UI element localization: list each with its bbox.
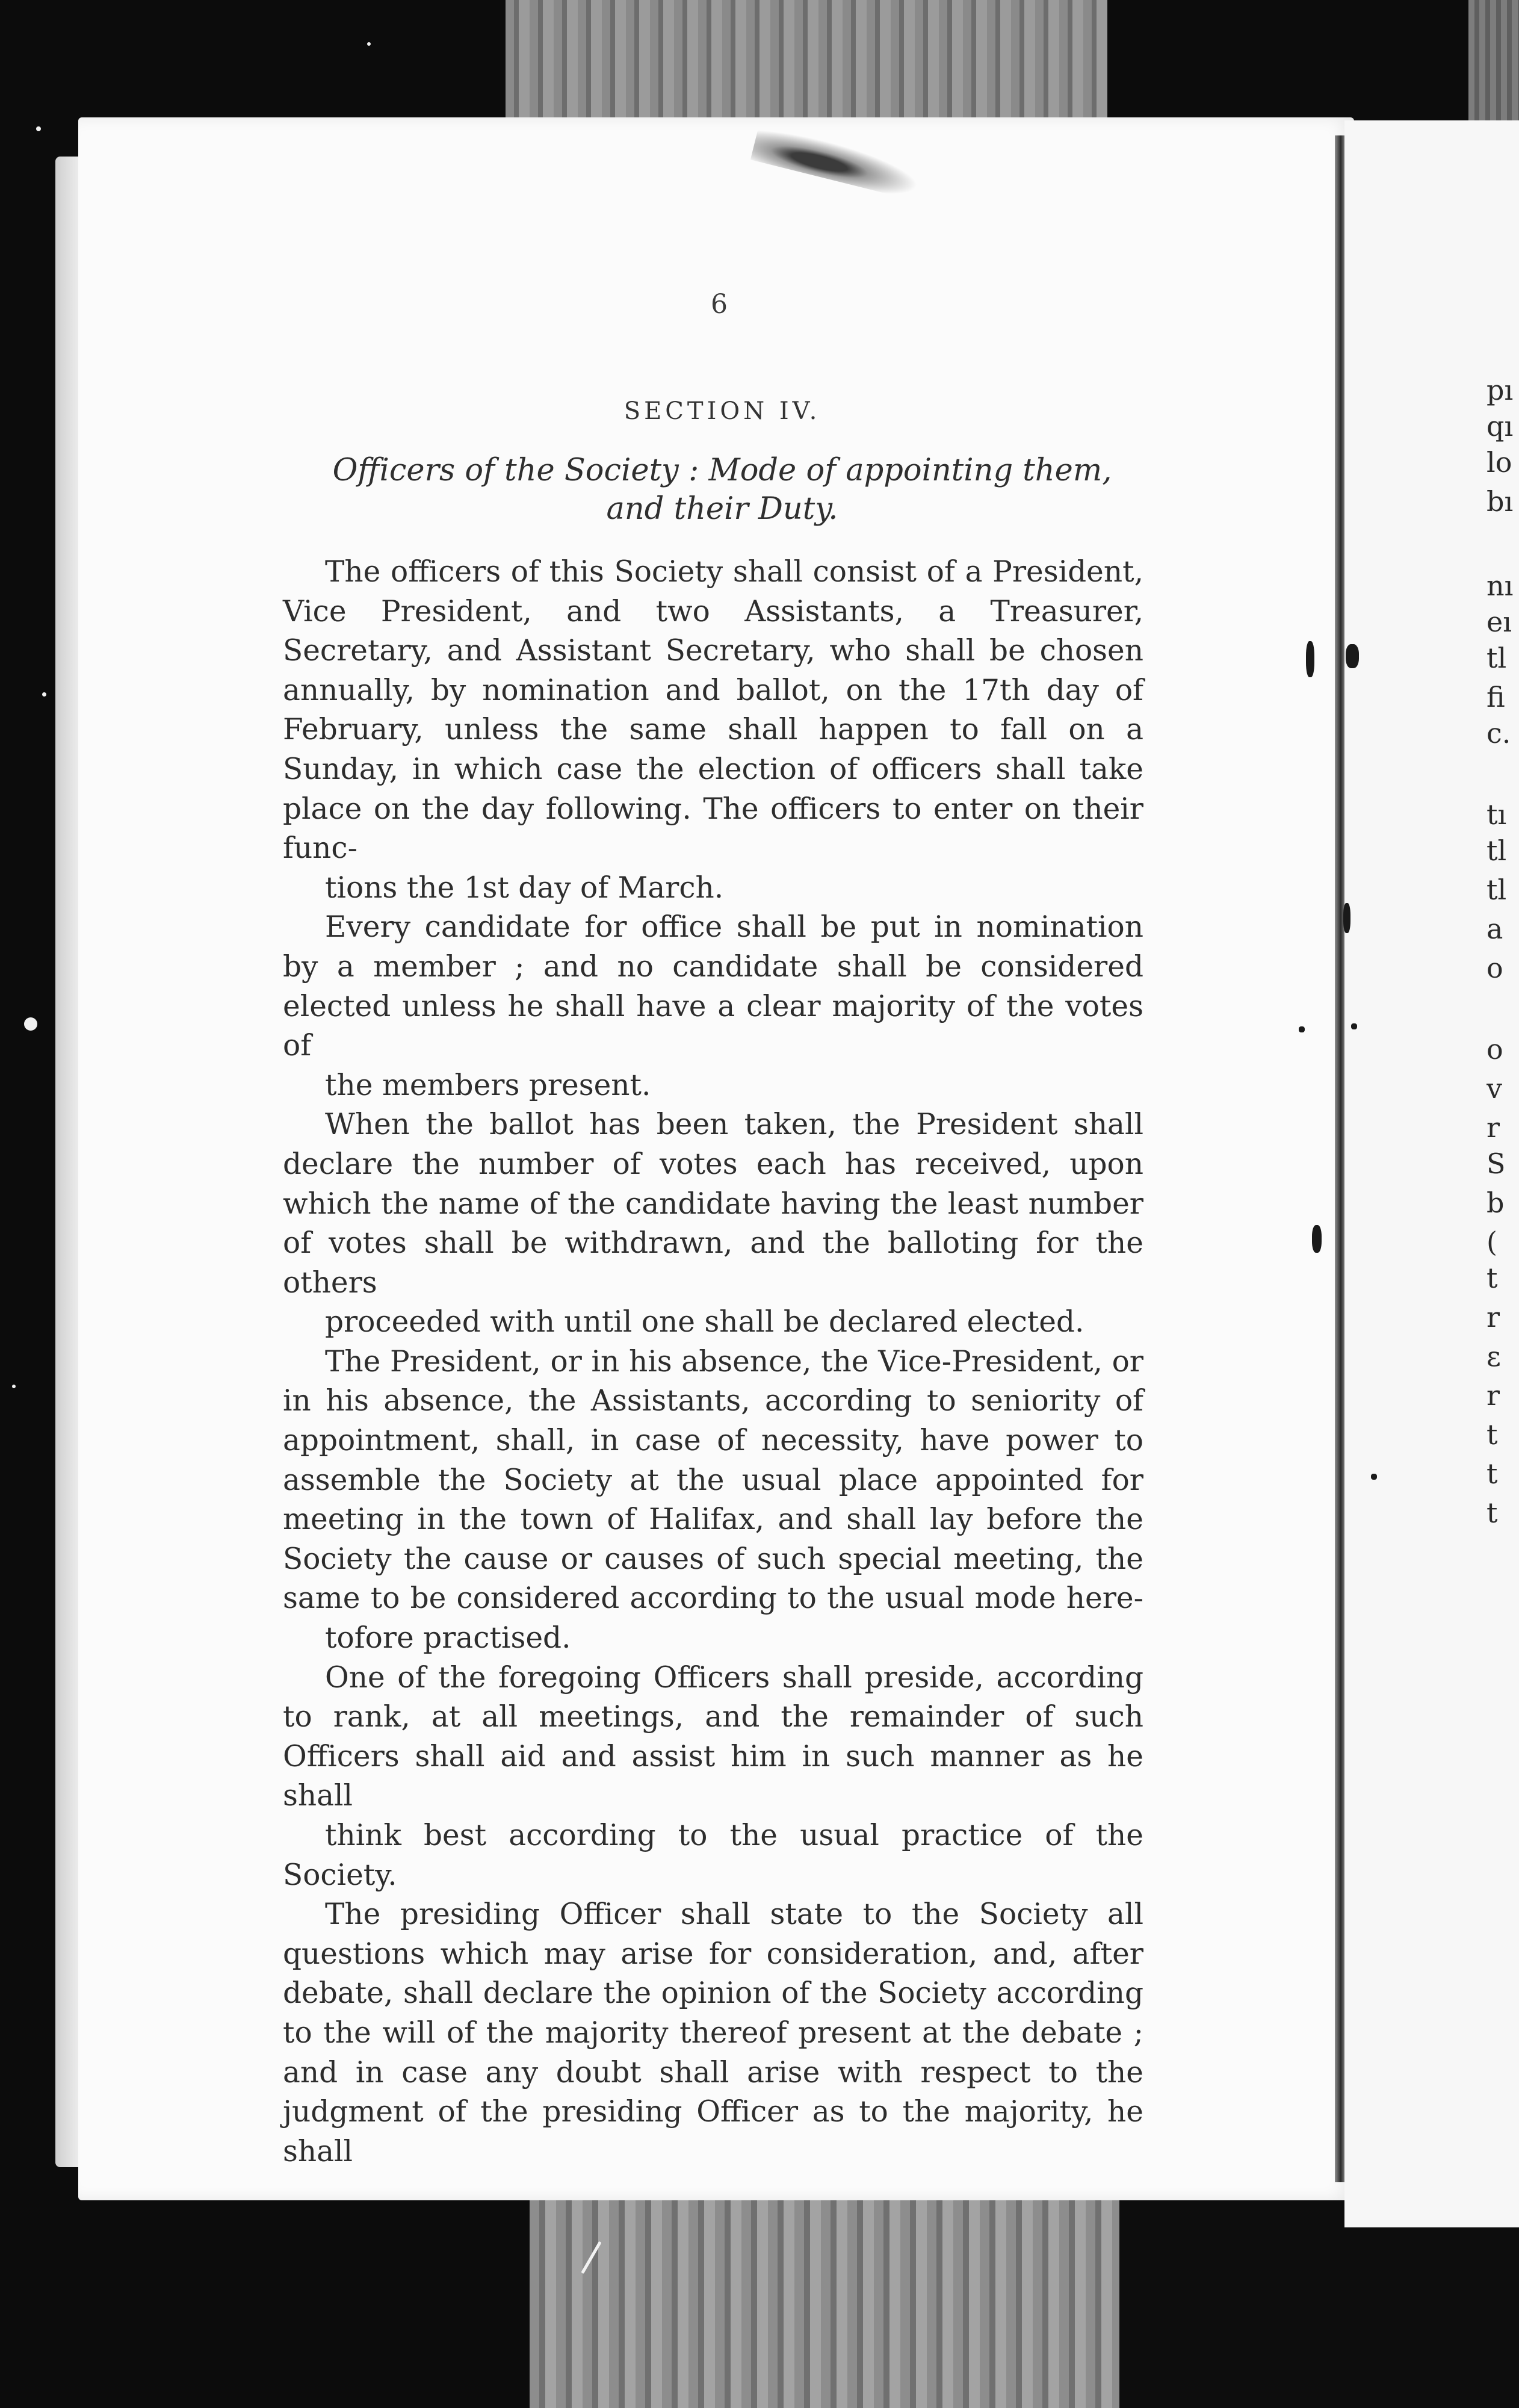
page-gutter xyxy=(1335,135,1344,2182)
right-page-fragment: lo xyxy=(1487,446,1512,479)
section-title-line-2: and their Duty. xyxy=(606,491,838,527)
paragraph-last-line: tofore practised. xyxy=(325,1621,571,1656)
right-page-fragment: bı xyxy=(1487,485,1514,518)
paragraph xyxy=(283,1659,1143,1896)
right-page-fragment: tl xyxy=(1487,874,1507,906)
right-page-fragment: tı xyxy=(1487,798,1507,831)
paragraph-last-line: tions the 1st day of March. xyxy=(325,870,724,905)
background-speck xyxy=(12,1385,16,1388)
paragraph-body: When the ballot has been taken, the President shall declare the number of votes each has received, upon which the name of the candidate having the least number of votes shall be withdrawn, and the balloting for the others xyxy=(283,1108,1143,1300)
right-page-fragment: c. xyxy=(1487,717,1511,749)
right-page-fragment: t xyxy=(1487,1418,1498,1451)
stitch-mark xyxy=(1306,641,1314,677)
background-speck xyxy=(24,1017,37,1031)
right-page-fragment: o xyxy=(1487,952,1503,984)
stitch-mark xyxy=(1371,1474,1377,1480)
background-speck xyxy=(367,42,371,46)
paragraph-body: Every candidate for office shall be put in nomination by a member ; and no candidate shall be considered elected unless he shall have a clear majority of the votes of xyxy=(283,910,1143,1063)
paragraph-body: The presiding Officer shall state to the Society all questions which may arise for consideration, and, after debate, shall declare the opinion of the Society according to the will of the majority thereof present at the debate ; and in case any doubt shall arise with respect to the judgment of the presiding Officer as to the majority, he shall xyxy=(283,1898,1143,2168)
right-page-fragment: nı xyxy=(1487,569,1514,602)
right-page-fragment: pı xyxy=(1487,374,1514,406)
paragraph-body: The officers of this Society shall consist of a President, Vice President, and two Assistants, a Treasurer, Secretary, and Assistant Secretary, who shall be chosen annually, by nomination and ballot, on the 17th day of February, unless the same shall happen to fall on a Sunday, in which case the election of officers shall take place on the day following. The officers to enter on their func- xyxy=(283,555,1143,866)
paragraph xyxy=(283,908,1143,1105)
right-page-fragment: fi xyxy=(1487,681,1505,713)
stitch-mark xyxy=(1343,903,1350,933)
right-page-fragment: b xyxy=(1487,1187,1505,1219)
stitch-mark xyxy=(1351,1023,1357,1029)
section-title xyxy=(283,452,1162,529)
background-mat-top-right xyxy=(1468,0,1519,138)
right-page-fragment: o xyxy=(1487,1033,1503,1066)
right-page-fragment: a xyxy=(1487,913,1503,945)
right-page-fragment: eı xyxy=(1487,606,1512,638)
paragraph xyxy=(283,553,1143,908)
right-page-fragment: ε xyxy=(1487,1340,1501,1373)
right-page-fragment: t xyxy=(1487,1457,1498,1490)
stitch-mark xyxy=(1346,644,1359,668)
page-number: 6 xyxy=(711,289,728,320)
paragraph xyxy=(283,1105,1143,1342)
right-page-fragment: r xyxy=(1487,1379,1500,1412)
right-page-fragment: r xyxy=(1487,1301,1500,1333)
section-title-line-1: Officers of the Society : Mode of appointing them, xyxy=(332,453,1112,488)
paragraph-body: One of the foregoing Officers shall preside, according to rank, at all meetings, and the remainder of such Officers shall aid and assist him in such manner as he shall xyxy=(283,1660,1143,1813)
paragraph-last-line: think best according to the usual practice of the Society. xyxy=(283,1819,1143,1892)
right-page-fragment: t xyxy=(1487,1497,1498,1529)
background-speck xyxy=(36,126,41,131)
paragraph-body: The President, or in his absence, the Vice-President, or in his absence, the Assistants, according to seniority of appointment, shall, in case of necessity, have power to assemble the Society at the usual place appointed for meeting in the town of Halifax, and shall lay before the Society the cause or causes of such special meeting, the same to be considered according to the usual mode here- xyxy=(283,1344,1143,1616)
right-page-fragment: tl xyxy=(1487,834,1507,867)
right-page-fragment: v xyxy=(1487,1072,1502,1105)
paragraph-last-line: proceeded with until one shall be declared elected. xyxy=(325,1305,1084,1339)
right-page-fragment: t xyxy=(1487,1262,1498,1294)
right-page-fragment: r xyxy=(1487,1111,1500,1144)
background-speck xyxy=(42,692,46,697)
right-page-fragment: S xyxy=(1487,1147,1506,1180)
paragraph xyxy=(283,1895,1143,2171)
stitch-mark xyxy=(1312,1225,1322,1253)
right-page-fragment: qı xyxy=(1487,410,1514,442)
stitch-mark xyxy=(1299,1026,1305,1032)
right-page-fragment: ( xyxy=(1487,1226,1497,1258)
paragraph xyxy=(283,1342,1143,1659)
right-page-fragment: tl xyxy=(1487,642,1507,674)
section-heading: SECTION IV. xyxy=(623,397,821,425)
body-text xyxy=(283,553,1143,2171)
paragraph-last-line: the members present. xyxy=(325,1068,651,1102)
